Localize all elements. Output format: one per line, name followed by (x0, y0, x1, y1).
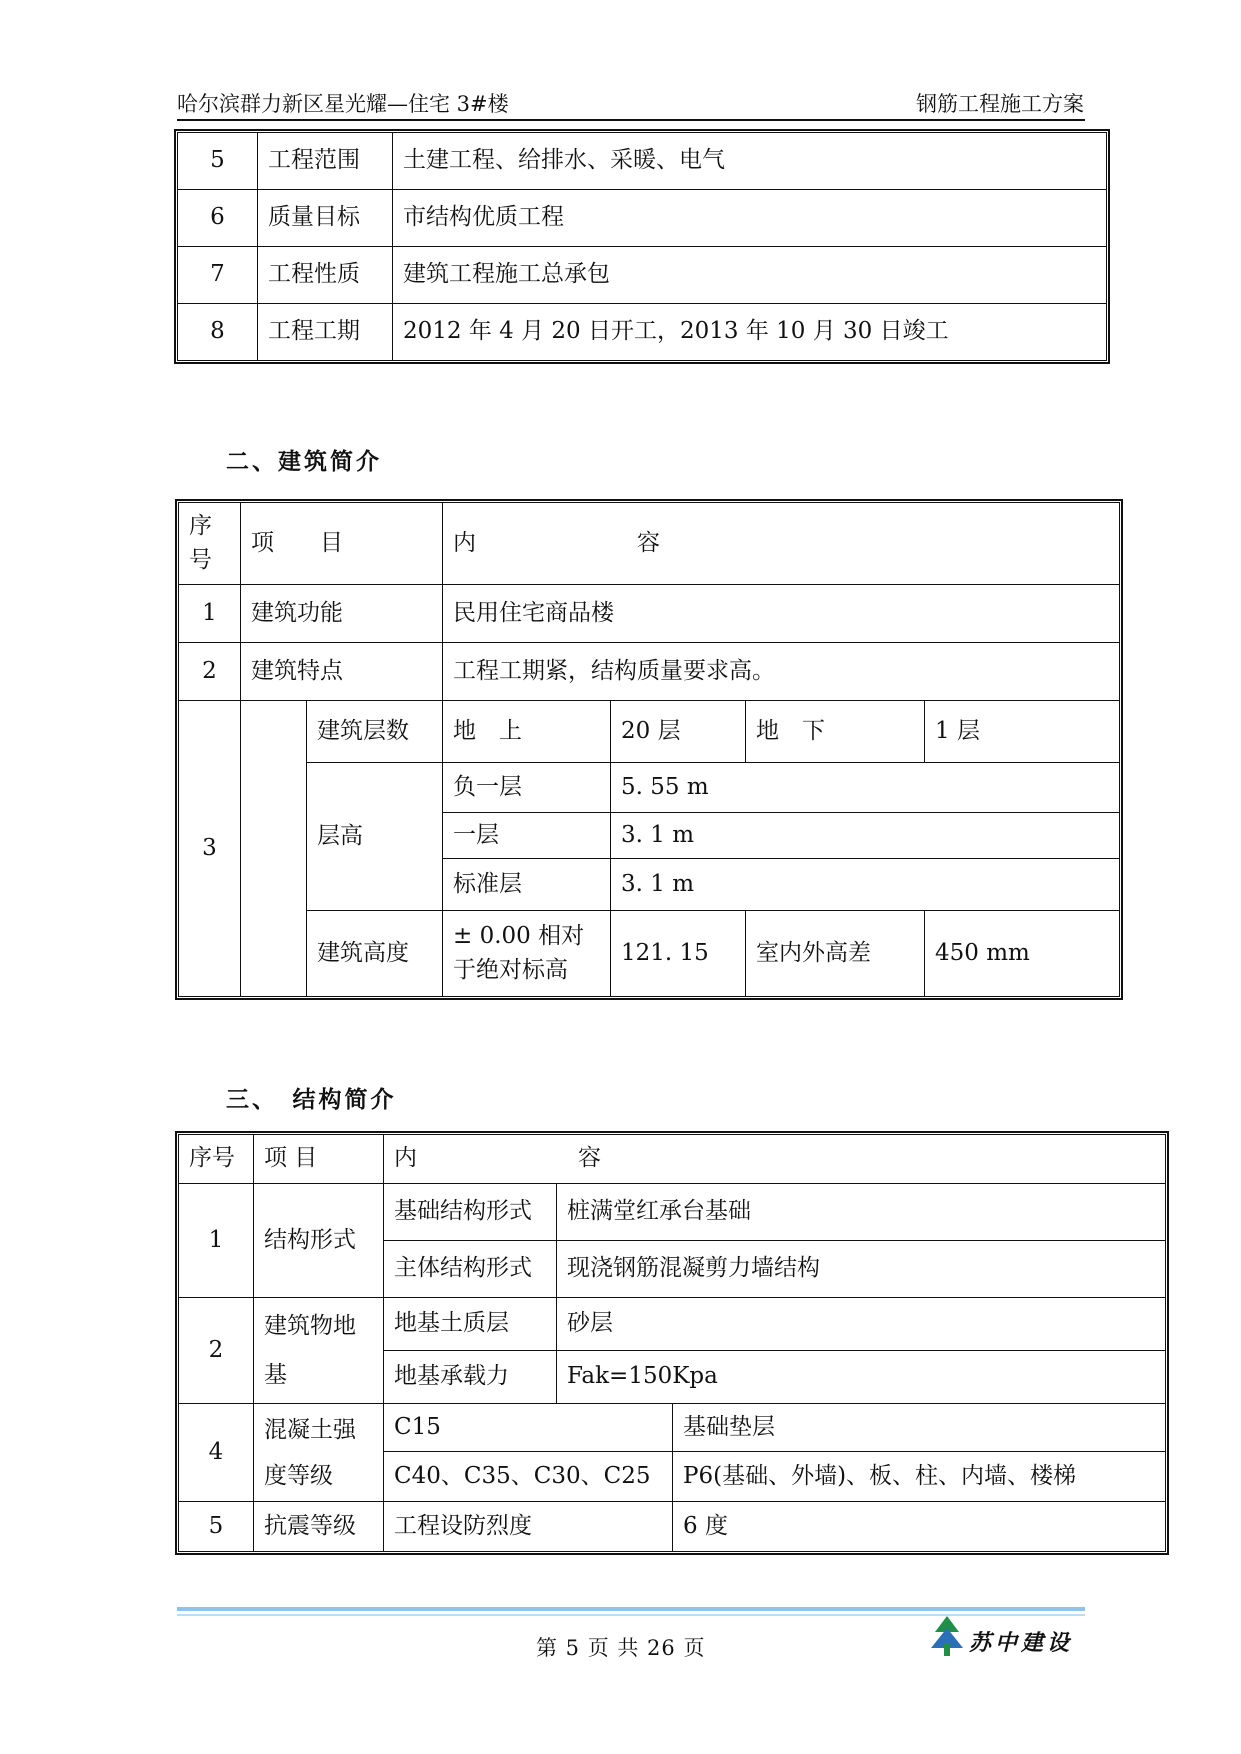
bearing-capacity-value: Fak=150Kpa (557, 1351, 1166, 1404)
basement-label: 负一层 (443, 763, 611, 813)
col-header-number: 序号 (179, 1135, 254, 1184)
table-header-row (179, 1135, 1166, 1184)
table-row (179, 1184, 1166, 1241)
row-item: 建筑功能 (241, 585, 443, 643)
row-content: 建筑工程施工总承包 (393, 247, 1107, 304)
row-number: 7 (178, 247, 258, 304)
row-item: 结构形式 (254, 1184, 384, 1298)
relative-elevation-value: 121. 15 (611, 911, 746, 997)
row-item: 工程范围 (258, 133, 393, 190)
table-row (179, 1298, 1166, 1351)
table-row (179, 1502, 1166, 1552)
basement-value: 5. 55 m (611, 763, 1120, 813)
section-title-architecture: 二、建筑简介 (226, 449, 382, 475)
table-row (179, 1404, 1166, 1452)
row-content: 市结构优质工程 (393, 190, 1107, 247)
row-content: 2012 年 4 月 20 日开工，2013 年 10 月 30 日竣工 (393, 304, 1107, 361)
row-content: 土建工程、给排水、采暖、电气 (393, 133, 1107, 190)
main-structure-value: 现浇钢筋混凝剪力墙结构 (557, 1241, 1166, 1298)
row-item: 抗震等级 (254, 1502, 384, 1552)
below-ground-label: 地 下 (746, 701, 925, 763)
header-project-title: 哈尔滨群力新区星光耀—住宅 3#楼 (177, 92, 509, 116)
header-document-title: 钢筋工程施工方案 (916, 92, 1084, 116)
soil-layer-value: 砂层 (557, 1298, 1166, 1351)
row-item: 工程工期 (258, 304, 393, 361)
above-ground-label: 地 上 (443, 701, 611, 763)
concrete-grade-b: C40、C35、C30、C25 (384, 1452, 673, 1502)
table-row (179, 585, 1120, 643)
table-row (178, 304, 1107, 361)
table-header-row (179, 503, 1120, 585)
relative-elevation-label: ± 0.00 相对于绝对标高 (443, 911, 611, 997)
bearing-capacity-label: 地基承载力 (384, 1351, 557, 1404)
table-row (178, 190, 1107, 247)
concrete-usage-b: P6(基础、外墙)、板、柱、内墙、楼梯 (673, 1452, 1166, 1502)
table-row (178, 247, 1107, 304)
row-number: 1 (179, 1184, 254, 1298)
first-floor-value: 3. 1 m (611, 813, 1120, 859)
col-header-content: 内 容 (443, 503, 1120, 585)
storey-height-label: 层高 (307, 763, 443, 911)
row-content: 民用住宅商品楼 (443, 585, 1120, 643)
row-item: 质量目标 (258, 190, 393, 247)
floors-label: 建筑层数 (307, 701, 443, 763)
col-header-item: 项 目 (254, 1135, 384, 1184)
row-item: 工程性质 (258, 247, 393, 304)
row-number: 2 (179, 1298, 254, 1404)
building-height-label: 建筑高度 (307, 911, 443, 997)
row-number: 4 (179, 1404, 254, 1502)
company-logo-text: 苏中建设 (969, 1630, 1074, 1656)
row-number: 2 (179, 643, 241, 701)
row-number: 3 (179, 701, 241, 997)
table-row (179, 911, 1120, 997)
first-floor-label: 一层 (443, 813, 611, 859)
row-item: 建筑特点 (241, 643, 443, 701)
row-item: 建筑物地基 (254, 1298, 384, 1404)
row-number: 5 (179, 1502, 254, 1552)
header-divider (177, 119, 1085, 121)
main-structure-label: 主体结构形式 (384, 1241, 557, 1298)
table-row (179, 701, 1120, 763)
seismic-label: 工程设防烈度 (384, 1502, 673, 1552)
col-header-item: 项 目 (241, 503, 443, 585)
structure-table (178, 1134, 1166, 1552)
col-header-content: 内 容 (384, 1135, 1166, 1184)
row-number: 8 (178, 304, 258, 361)
above-ground-value: 20 层 (611, 701, 746, 763)
footer-divider (177, 1607, 1085, 1611)
row-content: 工程工期紧，结构质量要求高。 (443, 643, 1120, 701)
concrete-usage-a: 基础垫层 (673, 1404, 1166, 1452)
row-number: 5 (178, 133, 258, 190)
architecture-table (178, 502, 1120, 997)
foundation-type-label: 基础结构形式 (384, 1184, 557, 1241)
empty-cell (241, 701, 307, 997)
row-number: 1 (179, 585, 241, 643)
below-ground-value: 1 层 (925, 701, 1120, 763)
foundation-type-value: 桩满堂红承台基础 (557, 1184, 1166, 1241)
soil-layer-label: 地基土质层 (384, 1298, 557, 1351)
table-row (179, 763, 1120, 813)
seismic-value: 6 度 (673, 1502, 1166, 1552)
col-header-number: 序号 (179, 503, 241, 585)
height-difference-value: 450 mm (925, 911, 1120, 997)
section-title-structure: 三、 结构简介 (226, 1087, 397, 1113)
table-row (179, 643, 1120, 701)
height-difference-label: 室内外高差 (746, 911, 925, 997)
company-logo (929, 1614, 1079, 1660)
table-row (178, 133, 1107, 190)
concrete-grade-a: C15 (384, 1404, 673, 1452)
standard-floor-label: 标准层 (443, 859, 611, 911)
page-number: 第 5 页 共 26 页 (536, 1636, 706, 1660)
company-logo-icon (929, 1614, 965, 1658)
row-number: 6 (178, 190, 258, 247)
row-item: 混凝土强度等级 (254, 1404, 384, 1502)
project-info-table (177, 132, 1107, 361)
standard-floor-value: 3. 1 m (611, 859, 1120, 911)
